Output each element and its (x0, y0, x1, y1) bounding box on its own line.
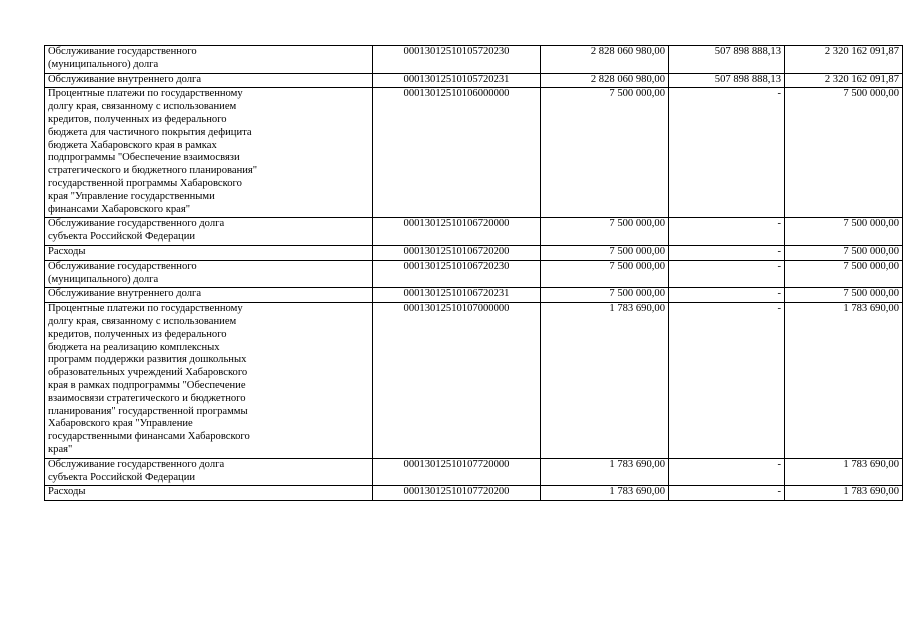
row-code-cell: 00013012510107720000 (373, 458, 541, 486)
row-approved-cell: 7 500 000,00 (541, 218, 669, 246)
row-remaining-cell: 7 500 000,00 (785, 88, 903, 218)
row-remaining-cell: 1 783 690,00 (785, 303, 903, 459)
row-name-cell: Обслуживание внутреннего долга (45, 288, 373, 303)
row-approved-cell: 7 500 000,00 (541, 288, 669, 303)
table-row (45, 303, 903, 459)
table-row (45, 260, 903, 288)
row-remaining-cell: 7 500 000,00 (785, 260, 903, 288)
row-approved-cell: 2 828 060 980,00 (541, 46, 669, 74)
table-row (45, 46, 903, 74)
table-row (45, 486, 903, 501)
table-row (45, 288, 903, 303)
row-executed-cell: - (669, 218, 785, 246)
row-executed-cell: 507 898 888,13 (669, 46, 785, 74)
table-row (45, 245, 903, 260)
row-executed-cell: - (669, 303, 785, 459)
row-name-cell: Расходы (45, 486, 373, 501)
row-approved-cell: 2 828 060 980,00 (541, 73, 669, 88)
row-remaining-cell: 1 783 690,00 (785, 458, 903, 486)
row-approved-cell: 7 500 000,00 (541, 260, 669, 288)
row-remaining-cell: 2 320 162 091,87 (785, 46, 903, 74)
budget-table-page (44, 45, 903, 501)
row-name-cell: Обслуживание государственного долга субъекта Российской Федерации (45, 218, 373, 246)
row-approved-cell: 7 500 000,00 (541, 245, 669, 260)
table-row (45, 458, 903, 486)
row-remaining-cell: 7 500 000,00 (785, 245, 903, 260)
row-code-cell: 00013012510105720230 (373, 46, 541, 74)
row-executed-cell: - (669, 260, 785, 288)
row-remaining-cell: 2 320 162 091,87 (785, 73, 903, 88)
row-code-cell: 00013012510106720200 (373, 245, 541, 260)
row-code-cell: 00013012510106720000 (373, 218, 541, 246)
row-code-cell: 00013012510105720231 (373, 73, 541, 88)
row-approved-cell: 1 783 690,00 (541, 458, 669, 486)
row-code-cell: 00013012510106720231 (373, 288, 541, 303)
row-code-cell: 00013012510106000000 (373, 88, 541, 218)
row-code-cell: 00013012510107720200 (373, 486, 541, 501)
row-approved-cell: 7 500 000,00 (541, 88, 669, 218)
row-code-cell: 00013012510107000000 (373, 303, 541, 459)
row-name-cell: Процентные платежи по государственному долгу края, связанному с использованием кредитов, полученных из федерального бюджета для частичного покрытия дефицита бюджета Хабаровского края в рамках подпрограммы "Обеспечение взаимосвязи стратегического и бюджетного планирования" государственной программы Хабаровского края "Управление государственными финансами Хабаровского края" (45, 88, 373, 218)
row-name-cell: Расходы (45, 245, 373, 260)
row-approved-cell: 1 783 690,00 (541, 486, 669, 501)
row-name-cell: Процентные платежи по государственному долгу края, связанному с использованием кредитов, полученных из федерального бюджета на реализацию комплексных программ поддержки развития дошкольных образовательных учреждений Хабаровского края в рамках подпрограммы "Обеспечение взаимосвязи стратегического и бюджетного планирования" государственной программы Хабаровского края "Управление государственными финансами Хабаровского края" (45, 303, 373, 459)
row-name-cell: Обслуживание внутреннего долга (45, 73, 373, 88)
budget-execution-table (44, 45, 903, 501)
row-executed-cell: - (669, 458, 785, 486)
row-approved-cell: 1 783 690,00 (541, 303, 669, 459)
row-executed-cell: - (669, 245, 785, 260)
row-remaining-cell: 1 783 690,00 (785, 486, 903, 501)
row-name-cell: Обслуживание государственного (муниципального) долга (45, 260, 373, 288)
row-remaining-cell: 7 500 000,00 (785, 288, 903, 303)
table-row (45, 218, 903, 246)
row-executed-cell: - (669, 88, 785, 218)
row-name-cell: Обслуживание государственного (муниципального) долга (45, 46, 373, 74)
table-row (45, 73, 903, 88)
row-code-cell: 00013012510106720230 (373, 260, 541, 288)
row-executed-cell: - (669, 486, 785, 501)
row-executed-cell: 507 898 888,13 (669, 73, 785, 88)
row-name-cell: Обслуживание государственного долга субъекта Российской Федерации (45, 458, 373, 486)
row-executed-cell: - (669, 288, 785, 303)
row-remaining-cell: 7 500 000,00 (785, 218, 903, 246)
table-row (45, 88, 903, 218)
